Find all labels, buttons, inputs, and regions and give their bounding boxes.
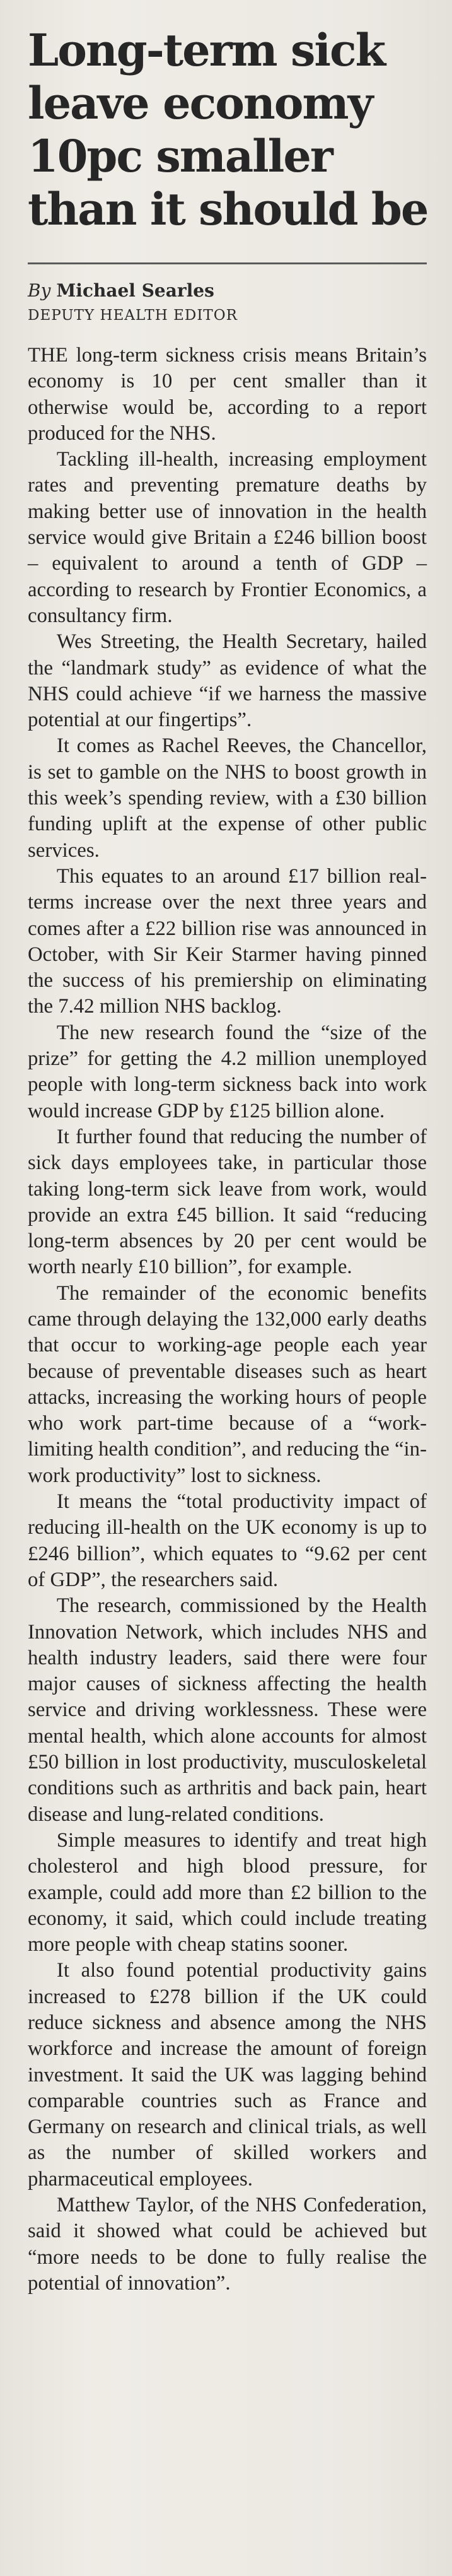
article-paragraph: The research, commissioned by the Health Innovation Network, which includes NHS and health industry leaders, said there were four major causes of sickness affecting the health service and driving worklessness. These were mental health, which alone accounts for almost £50 billion in lost productivity, musculoskeletal conditions such as arthritis and back pain, heart disease and lung-related conditions. — [28, 1594, 427, 1826]
article-paragraph: Wes Streeting, the Health Secretary, hailed the “landmark study” as evidence of what the NHS could achieve “if we harness the massive potential at our fingertips”. — [28, 630, 427, 732]
article-body — [28, 343, 427, 2297]
headline-line: leave economy — [28, 77, 373, 129]
article-paragraph: The remainder of the economic benefits came through delaying the 132,000 early deaths that occur to working-age people each year because of preventable diseases such as heart attacks, increasing the working hours of people who work part-time because of a “work-limiting health condition”, and reducing the “in-work productivity” lost to sickness. — [28, 1281, 427, 1487]
article-paragraph: Tackling ill-health, increasing employment rates and preventing premature deaths by making better use of innovation in the health service would give Britain a £246 billion boost – equivalent to around a tenth of GDP – according to research by Frontier Economics, a consultancy firm. — [28, 448, 427, 627]
author-title: DEPUTY HEALTH EDITOR — [28, 307, 238, 324]
article-paragraph: It further found that reducing the number of sick days employees take, in particular those taking long-term sick leave from work, would provide an extra £45 billion. It said “reducing long-term absences by 20 per cent would be worth nearly £10 billion”, for example. — [28, 1125, 427, 1279]
byline-prefix: By — [28, 280, 51, 301]
article-paragraph: THE long-term sickness crisis means Britain’s economy is 10 per cent smaller than it otherwise would be, according to a report produced for the NHS. — [28, 344, 427, 445]
article-paragraph: It comes as Rachel Reeves, the Chancellor, is set to gamble on the NHS to boost growth in this week’s spending review, with a £30 billion funding uplift at the expense of other public services. — [28, 734, 427, 862]
article-paragraph: It means the “total productivity impact of reducing ill-health on the UK economy is up to £246 billion”, which equates to “9.62 per cent of GDP”, the researchers said. — [28, 1490, 427, 1591]
article-paragraph: It also found potential productivity gains increased to £278 billion if the UK could reduce sickness and absence among the NHS workforce and increase the amount of foreign investment. It said the UK was lagging behind comparable countries such as France and Germany on research and clinical trials, as well as the number of skilled workers and pharmaceutical employees. — [28, 1959, 427, 2191]
author-name: Michael Searles — [56, 280, 214, 301]
byline — [28, 278, 427, 303]
headline-line: Long-term sick — [28, 24, 385, 76]
headline-rule — [28, 262, 427, 264]
headline-line: 10pc smaller — [28, 130, 332, 182]
article-paragraph: Simple measures to identify and treat high cholesterol and high blood pressure, for example, could add more than £2 billion to the economy, it said, which could include treating more people with cheap statins sooner. — [28, 1828, 427, 1956]
headline-line: than it should be — [28, 183, 428, 235]
article-paragraph: The new research found the “size of the prize” for getting the 4.2 million unemployed people with long-term sickness back into work would increase GDP by £125 billion alone. — [28, 1021, 427, 1122]
article-paragraph: This equates to an around £17 billion real-terms increase over the next three years and comes after a £22 billion rise was announced in October, with Sir Keir Starmer having pinned the success of his premiership on eliminating the 7.42 million NHS backlog. — [28, 864, 427, 1018]
article-paragraph: Matthew Taylor, of the NHS Confederation, said it showed what could be achieved but “more needs to be done to fully realise the potential of innovation”. — [28, 2194, 427, 2295]
headline — [28, 24, 427, 236]
